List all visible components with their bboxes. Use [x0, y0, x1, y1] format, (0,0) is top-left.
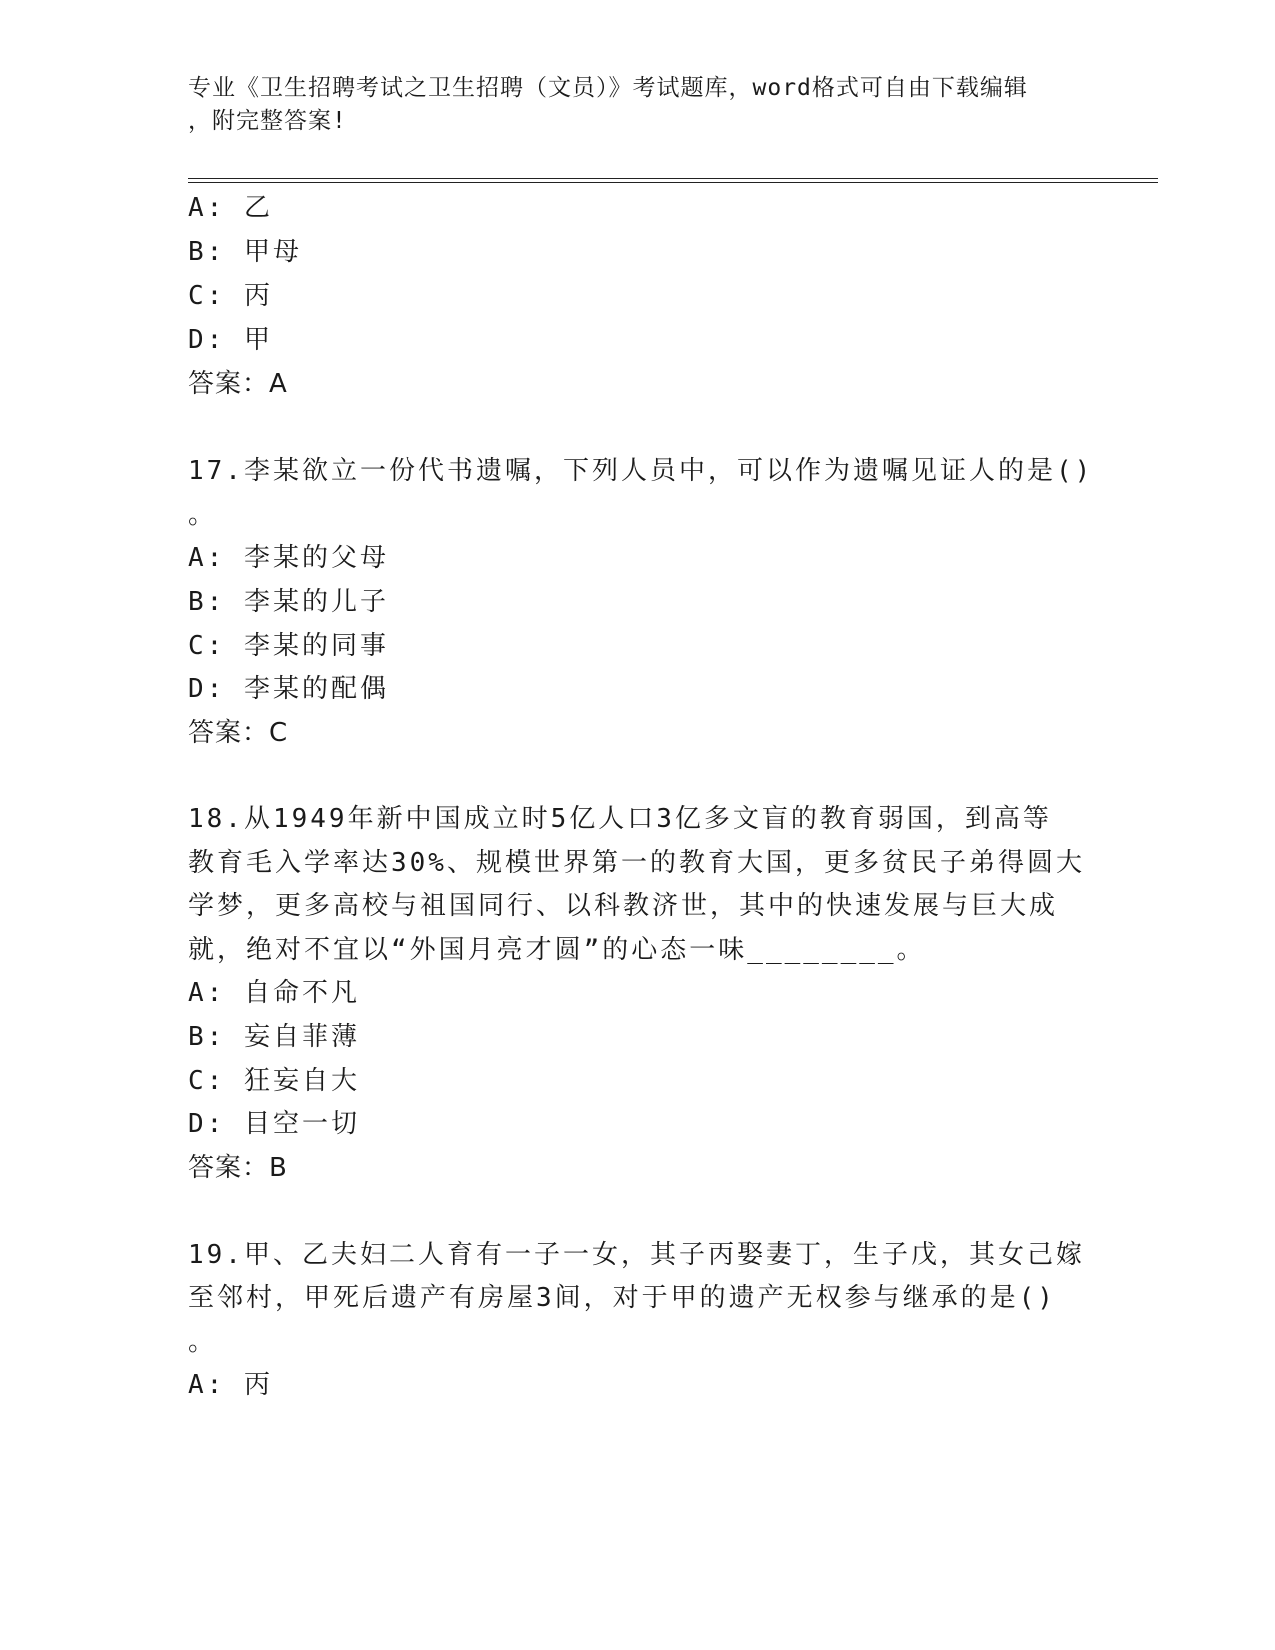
q18-stem-line-1: 18.从1949年新中国成立时5亿人口3亿多文盲的教育弱国，到高等	[188, 804, 1052, 834]
q18-stem-line-2: 教育毛入学率达30%、规模世界第一的教育大国，更多贫民子弟得圆大	[188, 848, 1085, 878]
q18-stem-line-4: 就，绝对不宜以“外国月亮才圆”的心态一味________。	[188, 935, 926, 965]
q16-answer: 答案：A	[188, 369, 288, 399]
q16-option-b: B: 甲母	[188, 237, 302, 267]
q16-option-d: D: 甲	[188, 325, 273, 355]
header-rule-top	[188, 178, 1158, 179]
q17-option-a: A: 李某的父母	[188, 543, 389, 573]
q16-option-c: C: 丙	[188, 281, 273, 311]
q17-option-b: B: 李某的儿子	[188, 587, 389, 617]
page-header	[188, 72, 1068, 138]
header-rule-bottom	[188, 182, 1158, 183]
q18-answer: 答案：B	[188, 1153, 288, 1183]
q18-stem-line-3: 学梦，更多高校与祖国同行、以科教济世，其中的快速发展与巨大成	[188, 891, 1059, 921]
q19-stem-line-1: 19.甲、乙夫妇二人育有一子一女，其子丙娶妻丁，生子戊，其女己嫁	[188, 1240, 1085, 1270]
q17-option-d: D: 李某的配偶	[188, 674, 389, 704]
q19-stem-line-2: 至邻村，甲死后遗产有房屋3间，对于甲的遗产无权参与继承的是()	[188, 1283, 1056, 1313]
q16-option-a: A: 乙	[188, 193, 273, 223]
q17-answer: 答案：C	[188, 718, 289, 748]
q19-option-a: A: 丙	[188, 1370, 273, 1400]
q17-stem-line-2: 。	[188, 500, 218, 530]
header-line-1: 专业《卫生招聘考试之卫生招聘（文员）》考试题库，word格式可自由下载编辑	[188, 75, 1028, 101]
q18-option-d: D: 目空一切	[188, 1109, 360, 1139]
header-line-2: ，附完整答案!	[188, 108, 347, 134]
q19-stem-line-3: 。	[188, 1327, 218, 1357]
q17-option-c: C: 李某的同事	[188, 631, 389, 661]
q17-stem-line-1: 17.李某欲立一份代书遗嘱，下列人员中，可以作为遗嘱见证人的是()	[188, 456, 1094, 486]
q18-option-a: A: 自命不凡	[188, 978, 360, 1008]
q18-option-b: B: 妄自菲薄	[188, 1022, 360, 1052]
q18-option-c: C: 狂妄自大	[188, 1066, 360, 1096]
